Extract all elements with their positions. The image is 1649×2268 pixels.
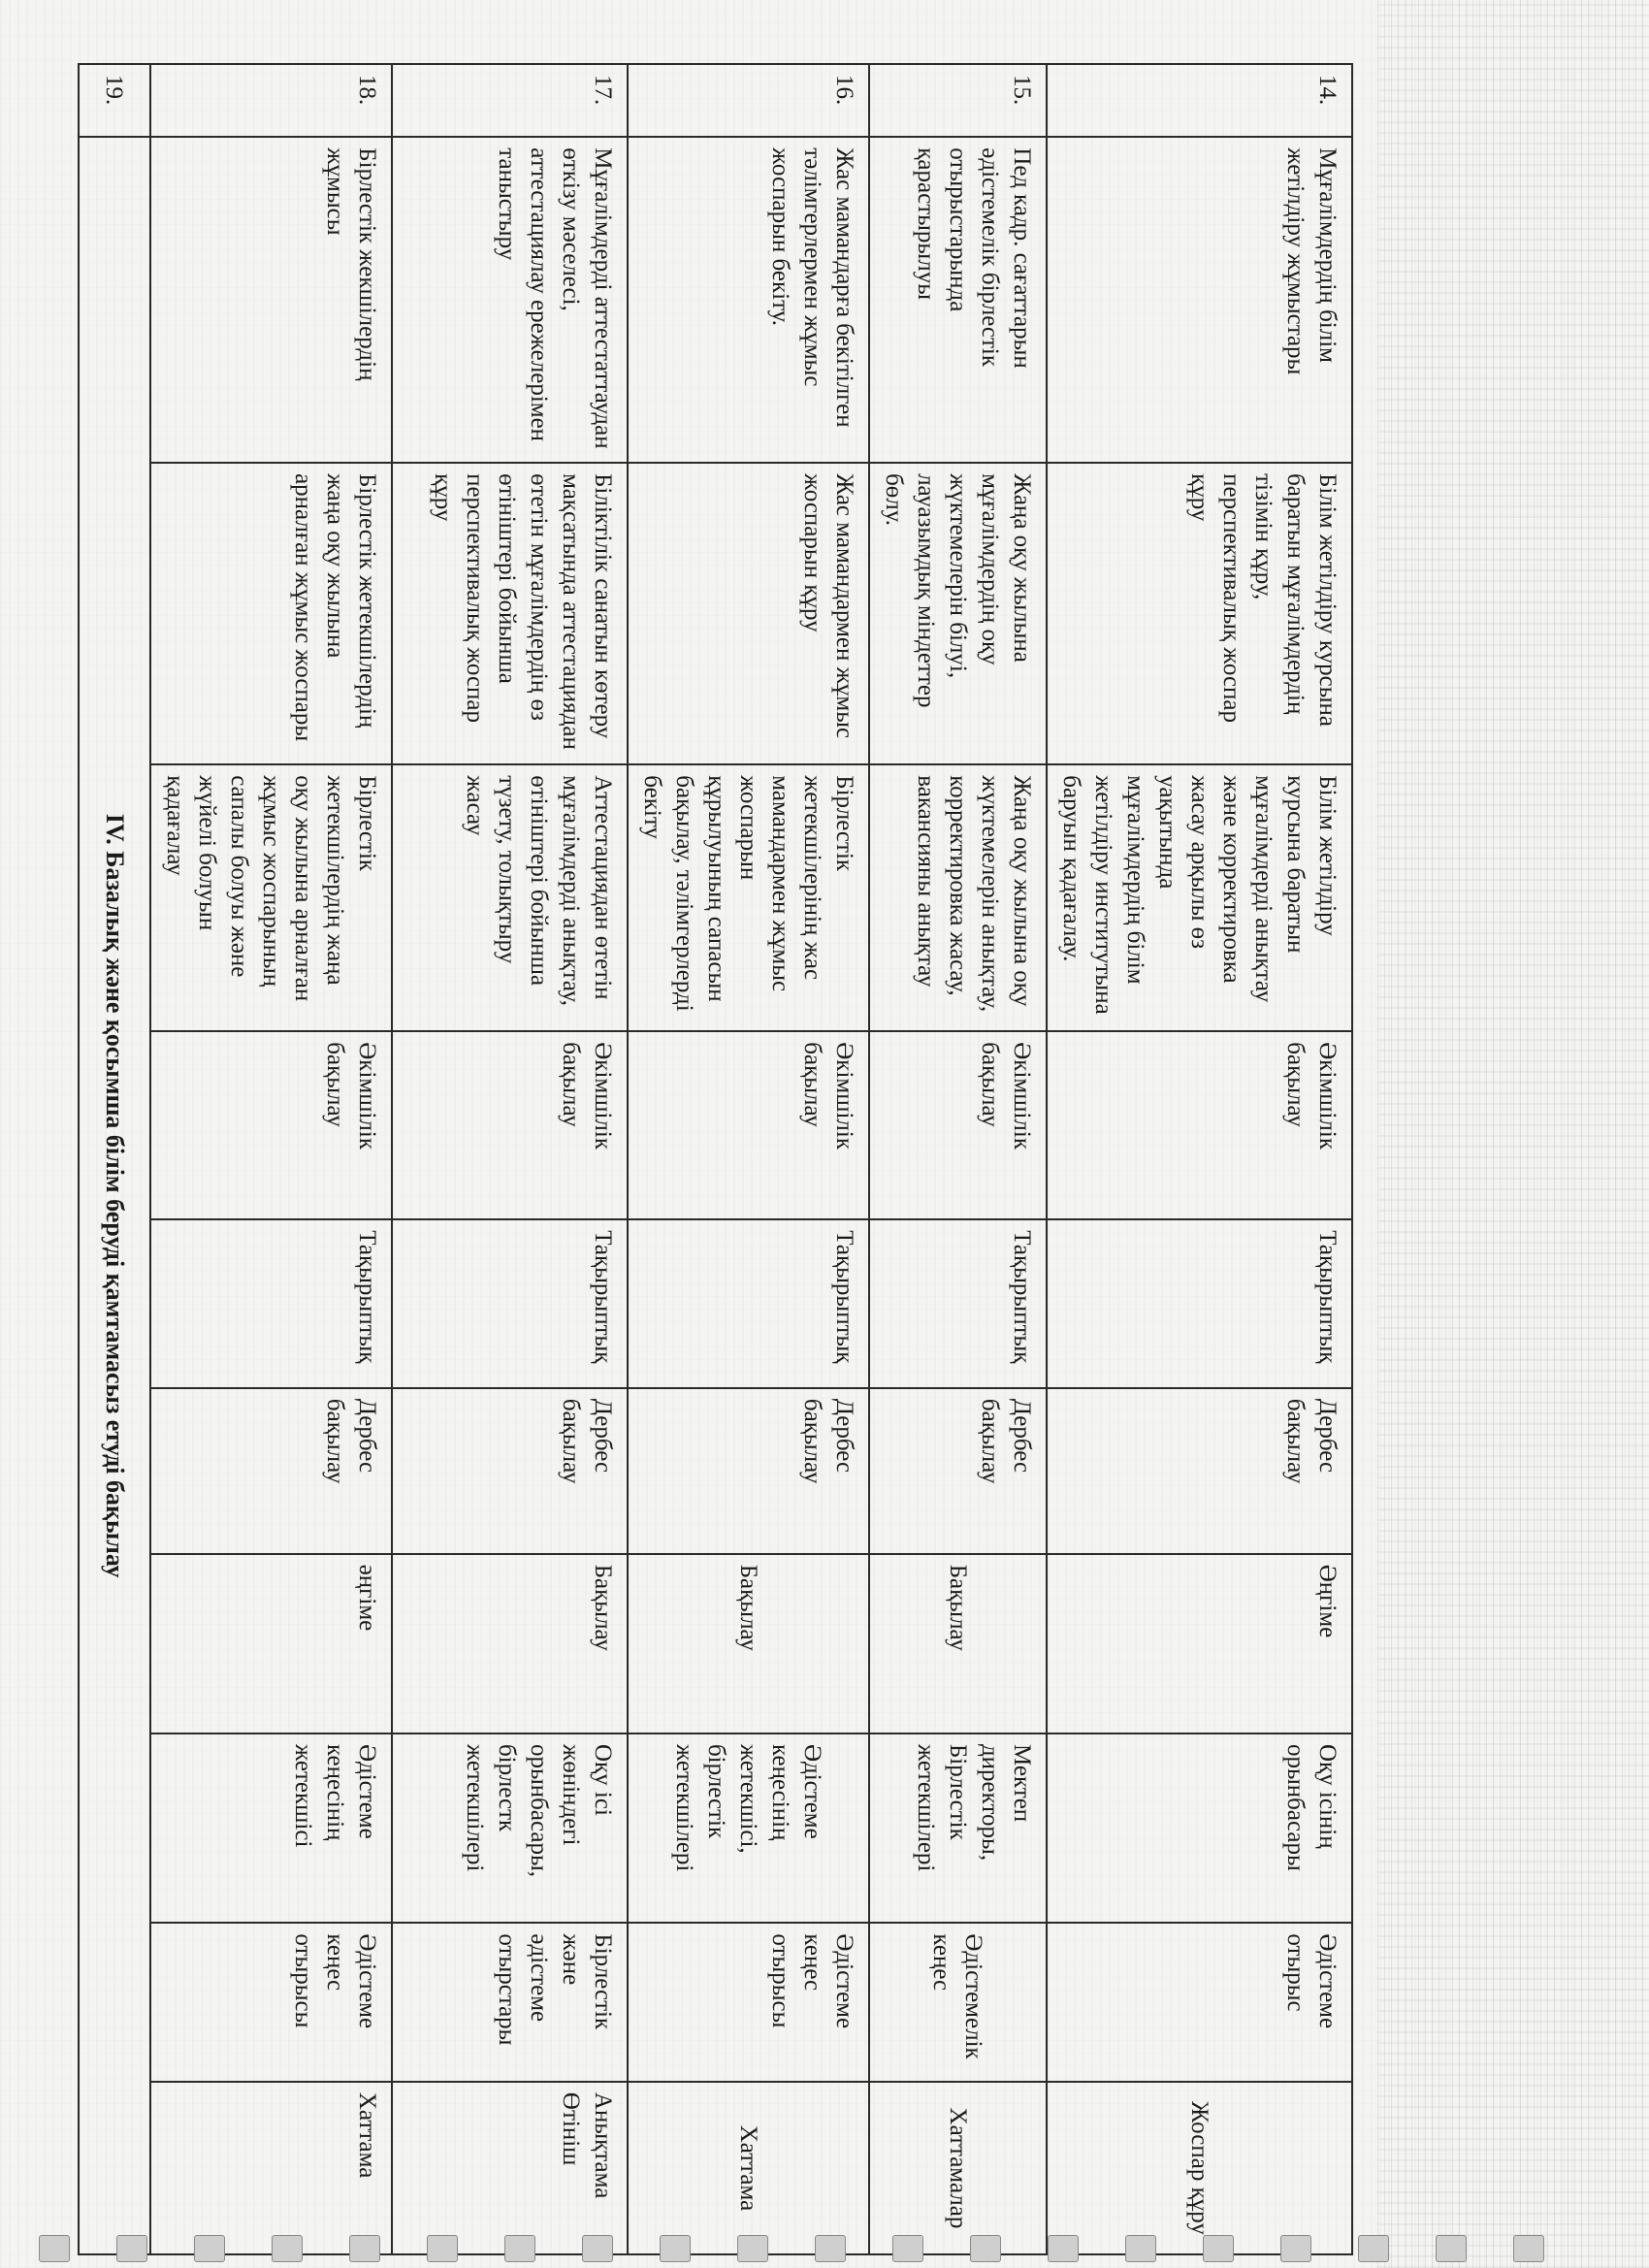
goal-cell: Бірлестік жетекшілерінің жас мамандармен жұмыс жоспарын құрылуының сапасын бақылау, тәлімгерлерді бекіту bbox=[628, 764, 869, 1031]
row-number: 15. bbox=[869, 64, 1047, 137]
responsible-cell: Оқу ісінің орынбасары bbox=[1047, 1733, 1352, 1923]
topic-cell: Пед кадр. сағаттарын әдістемелік бірлестік отырыстарында қарастырылуы bbox=[869, 137, 1047, 463]
topic-cell: Мұғалімдердің білім жетілдіру жұмыстары bbox=[1047, 137, 1352, 463]
responsible-cell: Әдістеме кеңесінің жетекшісі, бірлестік жетекшілері bbox=[628, 1733, 869, 1923]
control-kind-cell: Тақырыптық bbox=[1047, 1219, 1352, 1388]
scan-noise bbox=[1377, 0, 1649, 2268]
control-type-cell: Әкімшілік бақылау bbox=[392, 1031, 628, 1219]
table-row bbox=[1047, 64, 1352, 2254]
form-cell: Бақылау bbox=[628, 1554, 869, 1733]
plan-cell: Жаңа оқу жылына мұғалімдердің оқу жүктемелерін білуі, лауазымдық міндеттер бөлу. bbox=[869, 463, 1047, 764]
method-cell: Дербес бақылау bbox=[628, 1388, 869, 1554]
goal-cell: Аттестациядан өтетін мұғалімдерді анықтау, өтініштері бойынша түзету, толықтыру жасау bbox=[392, 764, 628, 1031]
table-row bbox=[628, 64, 869, 2254]
result-cell: Хаттама bbox=[150, 2082, 392, 2254]
result-cell: Хаттама bbox=[628, 2082, 869, 2254]
result-cell: Анықтама Өтініш bbox=[392, 2082, 628, 2254]
control-kind-cell: Тақырыптық bbox=[150, 1219, 392, 1388]
responsible-cell: Әдістеме кеңесінің жетекшісі bbox=[150, 1733, 392, 1923]
table-row bbox=[150, 64, 392, 2254]
section-heading: IV. Базалық және қосымша білім беруді қамтамасыз етуді бақылау bbox=[79, 137, 150, 2254]
control-type-cell: Әкімшілік бақылау bbox=[628, 1031, 869, 1219]
form-cell: Бақылау bbox=[869, 1554, 1047, 1733]
form-cell: Әңгіме bbox=[1047, 1554, 1352, 1733]
method-cell: Дербес бақылау bbox=[392, 1388, 628, 1554]
row-number: 17. bbox=[392, 64, 628, 137]
control-type-cell: Әкімшілік бақылау bbox=[150, 1031, 392, 1219]
place-cell: Әдістемелік кеңес bbox=[869, 1923, 1047, 2082]
plan-cell: Білім жетілдіру курсына баратын мұғалімдердің тізімін құру, перспективалық жоспар құру bbox=[1047, 463, 1352, 764]
binding-holes bbox=[39, 2223, 1591, 2268]
method-cell: Дербес бақылау bbox=[150, 1388, 392, 1554]
table-row bbox=[79, 64, 150, 2254]
table-row bbox=[392, 64, 628, 2254]
place-cell: Әдістеме кеңес отырысы bbox=[628, 1923, 869, 2082]
goal-cell: Білім жетілдіру курсына баратын мұғалімдерді анықтау және корректировка жасау арқылы өз уақытында мұғалімдердің білім жетілдіру институтына баруын қадағалау. bbox=[1047, 764, 1352, 1031]
control-kind-cell: Тақырыптық bbox=[628, 1219, 869, 1388]
plan-cell: Жас мамандармен жұмыс жоспарын құру bbox=[628, 463, 869, 764]
topic-cell: Жас мамандарға бекітілген тәлімгерлермен жұмыс жоспарын бекіту. bbox=[628, 137, 869, 463]
method-cell: Дербес бақылау bbox=[1047, 1388, 1352, 1554]
topic-cell: Бірлестік жекшілердің жұмысы bbox=[150, 137, 392, 463]
place-cell: Әдістеме отырыс bbox=[1047, 1923, 1352, 2082]
control-type-cell: Әкімшілік бақылау bbox=[1047, 1031, 1352, 1219]
topic-cell: Мұғалімдерді аттестаттаудан өткізу мәселесі, аттестациялау ережелерімен таныстыру bbox=[392, 137, 628, 463]
control-kind-cell: Тақырыптық bbox=[392, 1219, 628, 1388]
goal-cell: Бірлестік жетекшілердің жаңа оқу жылына арналған жұмыс жоспарының сапалы болуы және жүйелі болуын қадағалау bbox=[150, 764, 392, 1031]
result-cell: Хаттамалар bbox=[869, 2082, 1047, 2254]
table-row bbox=[869, 64, 1047, 2254]
row-number: 14. bbox=[1047, 64, 1352, 137]
plan-cell: Біліктілік санатын көтеру мақсатында аттестациядан өтетін мұғалімдердің өз өтініштері бойынша перспективалық жоспар құру bbox=[392, 463, 628, 764]
method-cell: Дербес бақылау bbox=[869, 1388, 1047, 1554]
row-number: 16. bbox=[628, 64, 869, 137]
responsible-cell: Мектеп директоры, Бірлестік жетекшілері bbox=[869, 1733, 1047, 1923]
place-cell: Бірлестік және әдістеме отырстары bbox=[392, 1923, 628, 2082]
goal-cell: Жаңа оқу жылына оқу жүктемелерін анықтау, корректировка жасау, вакансияны анықтау bbox=[869, 764, 1047, 1031]
control-plan-table bbox=[78, 63, 1353, 2255]
responsible-cell: Оқу ісі жөніндегі орынбасары, бірлестк жетекшілері bbox=[392, 1733, 628, 1923]
row-number: 18. bbox=[150, 64, 392, 137]
form-cell: Бақылау bbox=[392, 1554, 628, 1733]
form-cell: әңгіме bbox=[150, 1554, 392, 1733]
control-kind-cell: Тақырыптық bbox=[869, 1219, 1047, 1388]
place-cell: Әдістеме кеңес отырысы bbox=[150, 1923, 392, 2082]
rotated-table-container bbox=[63, 63, 1353, 2255]
row-number: 19. bbox=[79, 64, 150, 137]
result-cell: Жоспар құру bbox=[1047, 2082, 1352, 2254]
plan-cell: Бірлестік жетекшілердің жаңа оқу жылына арналған жұмыс жоспары bbox=[150, 463, 392, 764]
control-type-cell: Әкімшілік бақылау bbox=[869, 1031, 1047, 1219]
